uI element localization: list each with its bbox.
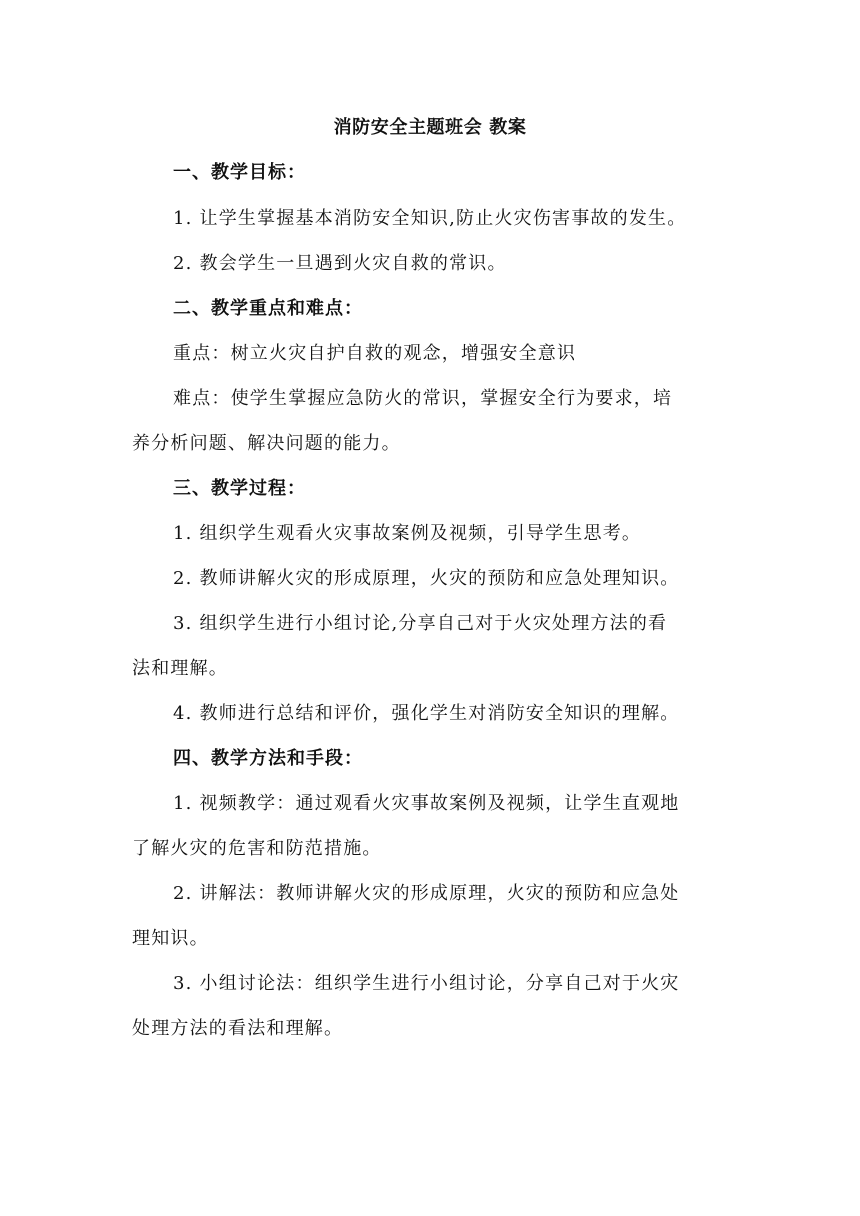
- paragraph-line: 2. 教会学生一旦遇到火灾自救的常识。: [173, 253, 507, 274]
- paragraph-line: 3. 小组讨论法：组织学生进行小组讨论，分享自己对于火灾: [173, 973, 680, 994]
- section-heading-objectives: 一、教学目标：: [173, 162, 306, 183]
- paragraph-line: 了解火灾的危害和防范措施。: [132, 838, 382, 859]
- paragraph-line: 4. 教师进行总结和评价，强化学生对消防安全知识的理解。: [173, 703, 680, 724]
- paragraph-line: 理知识。: [132, 928, 209, 949]
- section-heading-key-points: 二、教学重点和难点：: [173, 298, 363, 319]
- section-heading-methods: 四、教学方法和手段：: [173, 748, 363, 769]
- paragraph-line: 2. 讲解法：教师讲解火灾的形成原理，火灾的预防和应急处: [173, 883, 680, 904]
- document-title: 消防安全主题班会 教案: [333, 117, 527, 138]
- section-heading-process: 三、教学过程：: [173, 478, 306, 499]
- paragraph-line: 重点：树立火灾自护自救的观念，增强安全意识: [173, 343, 577, 364]
- paragraph-line: 1. 组织学生观看火灾事故案例及视频，引导学生思考。: [173, 523, 642, 544]
- paragraph-line: 处理方法的看法和理解。: [132, 1018, 344, 1039]
- paragraph-line: 难点：使学生掌握应急防火的常识，掌握安全行为要求，培: [173, 388, 673, 409]
- paragraph-line: 1. 视频教学：通过观看火灾事故案例及视频，让学生直观地: [173, 793, 680, 814]
- paragraph-line: 3. 组织学生进行小组讨论,分享自己对于火灾处理方法的看: [173, 613, 668, 634]
- paragraph-line: 1. 让学生掌握基本消防安全知识,防止火灾伤害事故的发生。: [173, 208, 687, 229]
- paragraph-line: 养分析问题、解决问题的能力。: [132, 433, 401, 454]
- paragraph-line: 法和理解。: [132, 658, 228, 679]
- paragraph-line: 2. 教师讲解火灾的形成原理，火灾的预防和应急处理知识。: [173, 568, 680, 589]
